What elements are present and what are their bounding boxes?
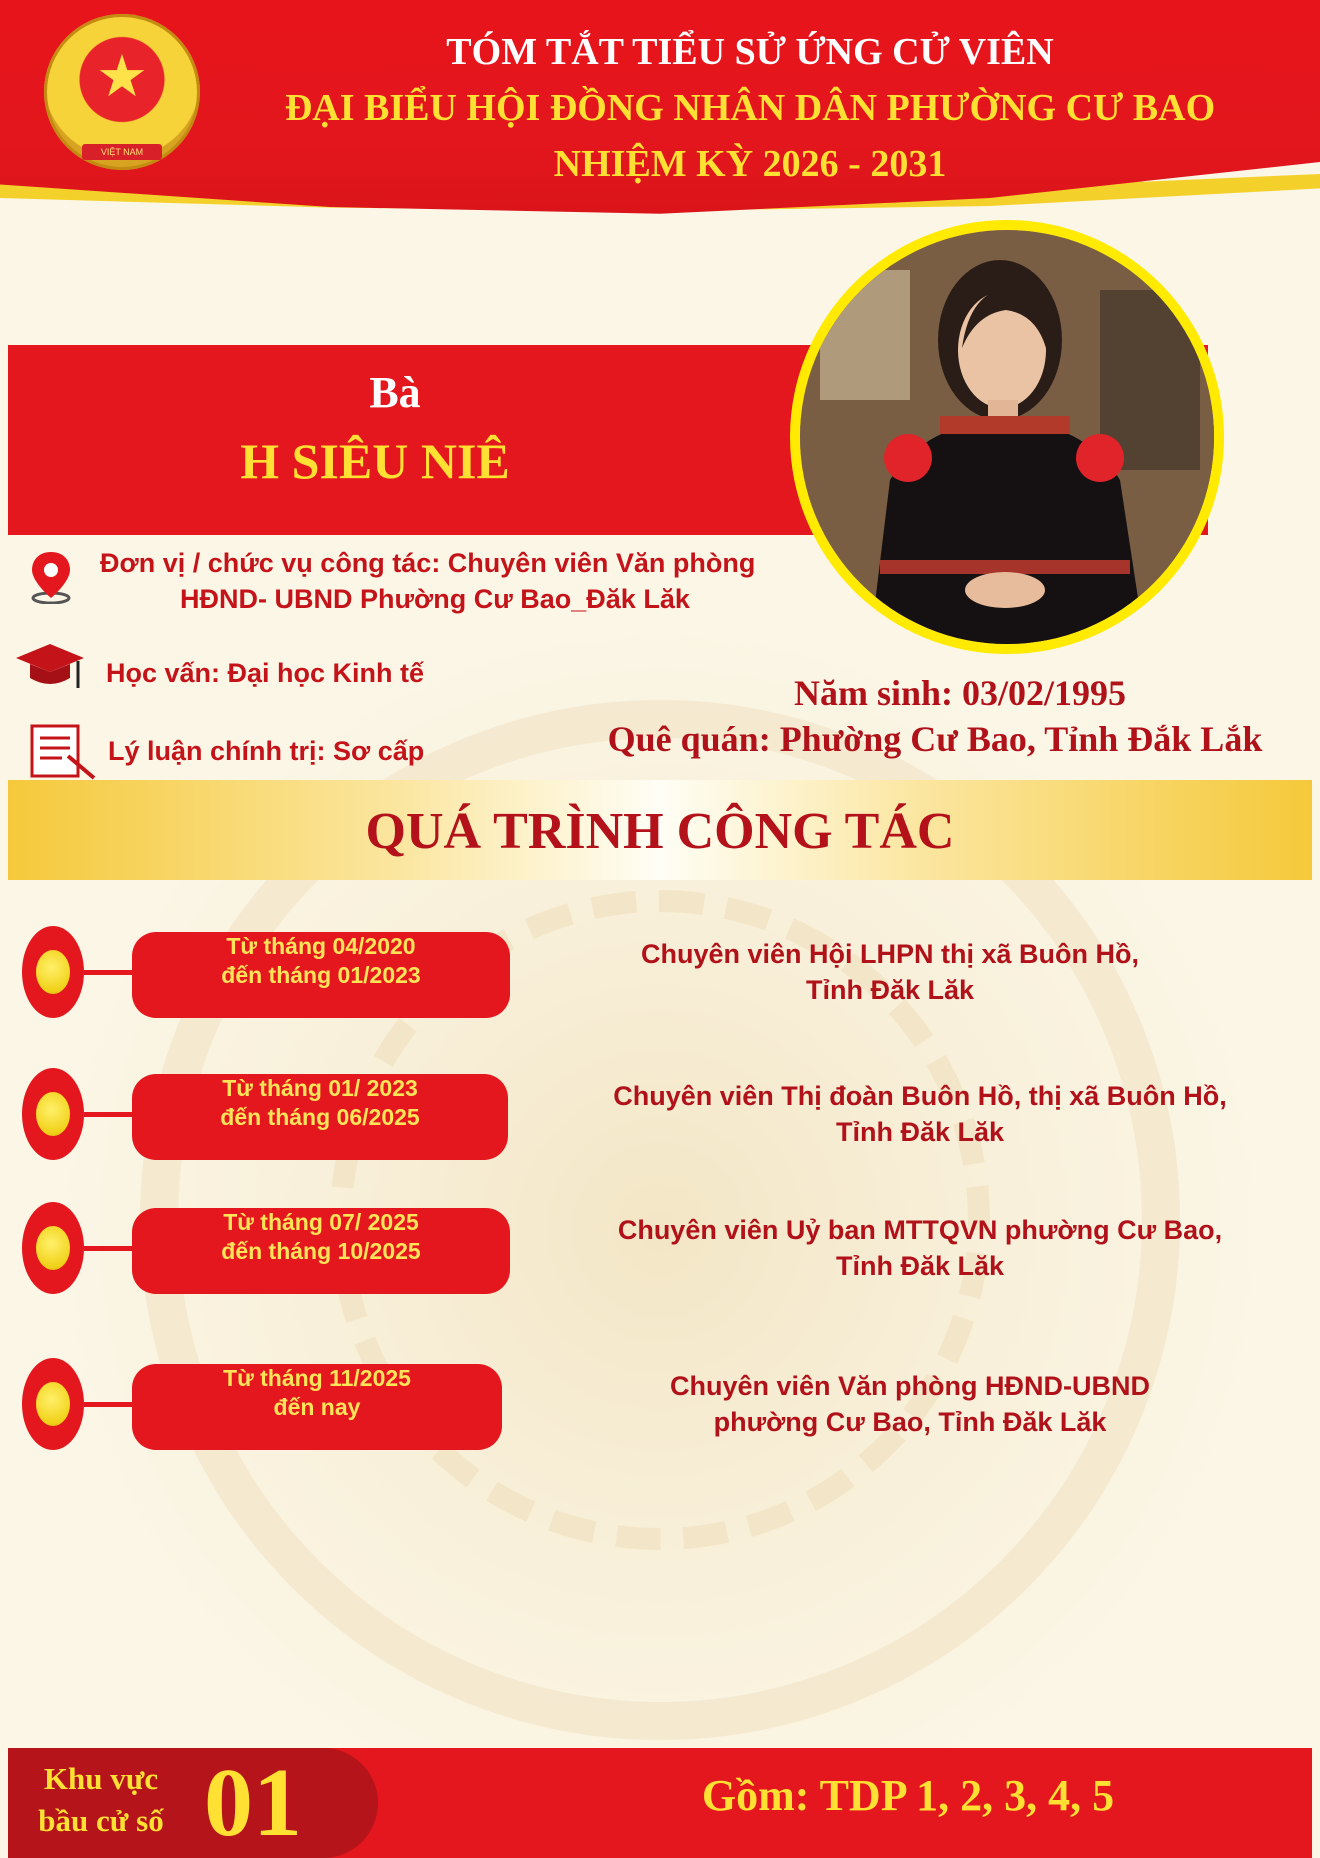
period-start: Từ tháng 04/2020 [226, 933, 416, 959]
header-title-line1: TÓM TẮT TIỂU SỬ ỨNG CỬ VIÊN [446, 31, 1054, 73]
career-period [132, 932, 510, 1018]
career-item [0, 1068, 1320, 1164]
document-pen-icon [28, 722, 100, 780]
career-description [540, 1212, 1300, 1284]
description-line1: Chuyên viên Uỷ ban MTTQVN phường Cư Bao, [617, 1215, 1223, 1245]
header-title-line2: ĐẠI BIỂU HỘI ĐỒNG NHÂN DÂN PHƯỜNG CƯ BAO [284, 87, 1216, 129]
candidate-honorific: Bà [369, 368, 421, 417]
career-description [560, 1368, 1260, 1440]
candidate-name: H SIÊU NIÊ [240, 433, 510, 489]
career-section-title: QUÁ TRÌNH CÔNG TÁC [365, 803, 955, 860]
description-line1: Chuyên viên Hội LHPN thị xã Buôn Hồ, [640, 939, 1140, 969]
description-line2: phường Cư Bao, Tỉnh Đăk Lăk [713, 1407, 1107, 1437]
timeline-dot-icon [22, 1358, 84, 1450]
period-end: đến nay [273, 1394, 361, 1420]
timeline-dot-icon [22, 926, 84, 1018]
emblem-label: VIỆT NAM [82, 144, 162, 160]
header-title-line3: NHIỆM KỲ 2026 - 2031 [553, 143, 947, 185]
description-line2: Tỉnh Đăk Lăk [835, 1251, 1005, 1281]
period-end: đến tháng 01/2023 [221, 962, 421, 988]
timeline-dot-icon [22, 1068, 84, 1160]
description-line1: Chuyên viên Thị đoàn Buôn Hồ, thị xã Buôn Hồ, [613, 1081, 1227, 1111]
timeline-connector [84, 1402, 134, 1407]
timeline-connector [84, 1112, 134, 1117]
area-label-line2: bầu cử số [38, 1803, 164, 1838]
timeline-connector [84, 970, 134, 975]
emblem-star-icon: ★ [96, 44, 148, 109]
career-item [0, 926, 1320, 1022]
political-theory-text: Lý luận chính trị: Sơ cấp [108, 736, 425, 766]
electoral-area-number: 01 [204, 1749, 302, 1857]
location-pin-icon [26, 548, 76, 604]
period-end: đến tháng 10/2025 [221, 1238, 421, 1264]
period-start: Từ tháng 07/ 2025 [223, 1209, 419, 1235]
career-section-banner [8, 780, 1312, 880]
career-period [132, 1074, 508, 1160]
portrait-photo [800, 230, 1214, 644]
career-period [132, 1364, 502, 1450]
candidate-portrait [790, 220, 1224, 654]
electoral-area-label [16, 1758, 186, 1842]
description-line2: Tỉnh Đăk Lăk [805, 975, 975, 1005]
career-item [0, 1358, 1320, 1454]
period-start: Từ tháng 11/2025 [223, 1365, 411, 1391]
timeline-connector [84, 1246, 134, 1251]
education-text: Học vấn: Đại học Kinh tế [106, 658, 425, 688]
career-description [540, 1078, 1300, 1150]
career-item [0, 1202, 1320, 1298]
hometown: Quê quán: Phường Cư Bao, Tỉnh Đắk Lắk [607, 719, 1263, 759]
electoral-area-block [8, 1748, 378, 1858]
birth-date: Năm sinh: 03/02/1995 [793, 673, 1127, 713]
timeline-dot-icon [22, 1202, 84, 1294]
career-description [540, 936, 1240, 1008]
workplace-line1: Đơn vị / chức vụ công tác: Chuyên viên Văn phòng [100, 548, 756, 578]
period-end: đến tháng 06/2025 [220, 1104, 420, 1130]
career-period [132, 1208, 510, 1294]
residential-groups: Gồm: TDP 1, 2, 3, 4, 5 [701, 1771, 1115, 1820]
description-line2: Tỉnh Đăk Lăk [835, 1117, 1005, 1147]
graduation-cap-icon [14, 640, 86, 692]
footer-band [8, 1748, 1312, 1858]
description-line1: Chuyên viên Văn phòng HĐND-UBND [669, 1371, 1150, 1401]
workplace-line2: HĐND- UBND Phường Cư Bao_Đăk Lăk [180, 584, 690, 614]
area-label-line1: Khu vực [43, 1761, 159, 1796]
national-emblem-icon [44, 14, 200, 170]
period-start: Từ tháng 01/ 2023 [222, 1075, 418, 1101]
